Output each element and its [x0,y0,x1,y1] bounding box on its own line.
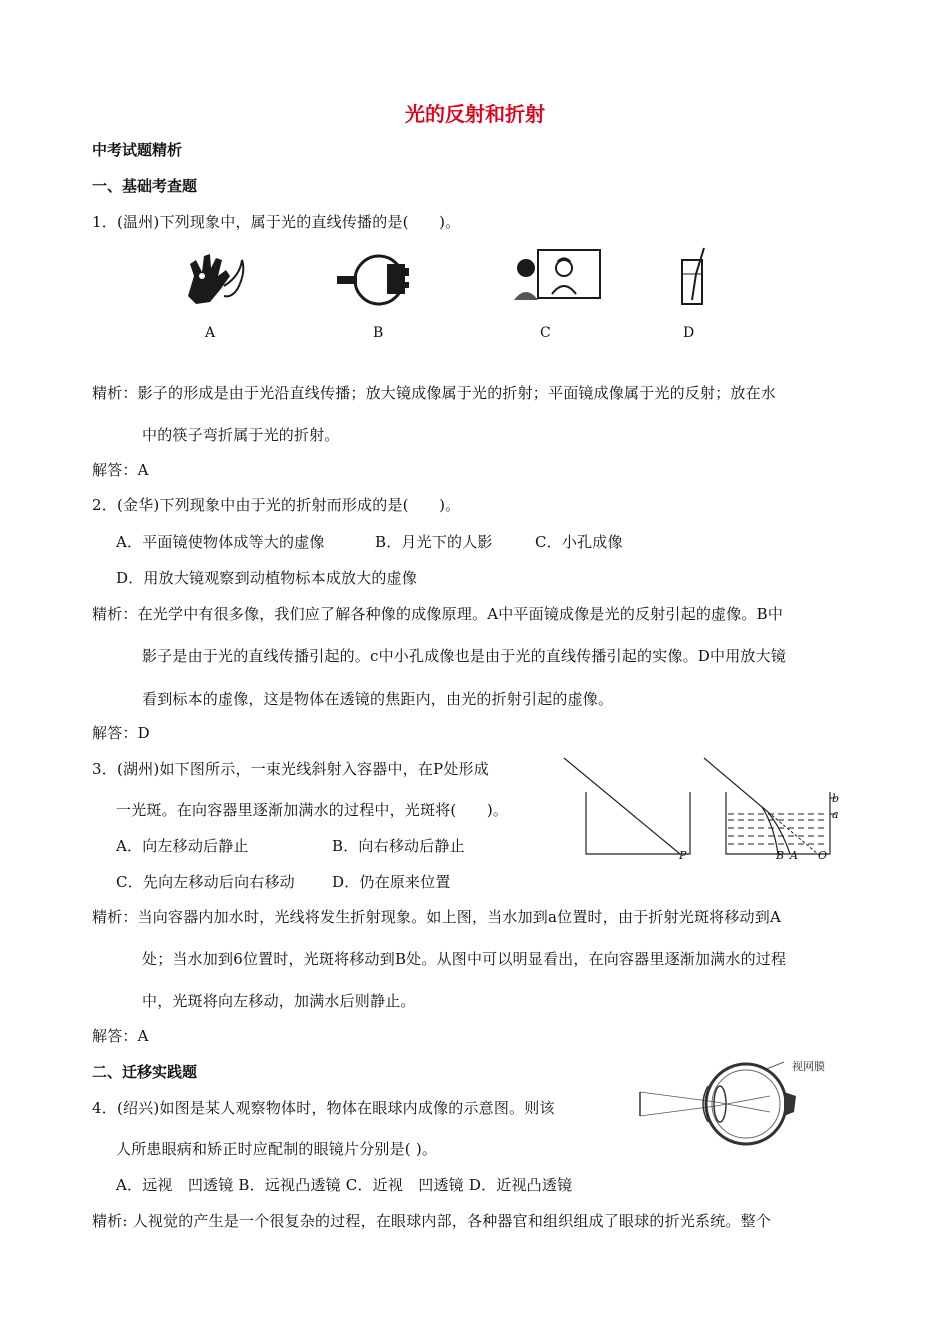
section-heading-transfer: 二、迁移实践题 [92,1063,198,1081]
q3-stem-line2: 一光斑。在向容器里逐渐加满水的过程中，光斑将( )。 [116,801,509,819]
q2-answer: 解答：D [92,724,150,742]
q1-analysis-line2: 中的筷子弯折属于光的折射。 [142,426,340,444]
container-light-figure [562,752,852,866]
figure-label-a: A [205,325,216,341]
q1-stem: 1．(温州)下列现象中，属于光的直线传播的是( )。 [92,213,461,231]
fig-label-A: A [790,849,798,862]
q3-answer: 解答：A [92,1027,149,1045]
retina-label: 视网膜 [792,1060,825,1073]
q3-option-d: D．仍在原来位置 [332,873,451,891]
q2-analysis-line1: 精析：在光学中有很多像，我们应了解各种像的成像原理。A中平面镜成像是光的反射引起的虚像。B中 [92,605,784,623]
fig-label-b-level: b [832,792,840,805]
q4-analysis-line1: 精析: 人视觉的产生是一个很复杂的过程，在眼球内部，各种器官和组织组成了眼球的折光系统。整个 [92,1212,772,1230]
q4-options: A．远视 凹透镜 B．远视凸透镜 C．近视 凹透镜 D．近视凸透镜 [116,1176,573,1194]
fig-label-p: P [679,849,687,862]
magnifier-figure [335,252,425,308]
q3-analysis-line2: 处；当水加到6位置时，光斑将移动到B处。从图中可以明显看出，在向容器里逐渐加满水的过程 [142,950,787,968]
page-title: 光的反射和折射 [405,102,545,126]
figure-label-c: C [540,325,551,341]
section-heading-basic: 一、基础考查题 [92,177,198,195]
q2-option-c: C．小孔成像 [535,533,623,551]
q3-option-a: A．向左移动后静止 [116,837,249,855]
fig-label-a-level: a [832,808,839,821]
glass-chopstick-figure [676,244,712,308]
fig-label-O: O [818,849,828,862]
fig-label-B: B [776,849,785,862]
q3-analysis-line1: 精析：当向容器内加水时，光线将发生折射现象。如上图，当水加到a位置时，由于折射光斑将移动到A [92,908,781,926]
q2-option-d: D．用放大镜观察到动植物标本成放大的虚像 [116,569,418,587]
q4-stem-line2: 人所患眼病和矫正时应配制的眼镜片分别是( )。 [116,1140,438,1158]
q3-option-c: C．先向左移动后向右移动 [116,873,295,891]
hand-shadow-figure [180,246,250,306]
q2-analysis-line3: 看到标本的虚像，这是物体在透镜的焦距内，由光的折射引起的虚像。 [142,690,614,708]
mirror-figure [508,248,604,306]
figure-label-d: D [683,325,695,341]
q1-answer: 解答：A [92,461,149,479]
q3-analysis-line3: 中，光斑将向左移动，加满水后则静止。 [142,992,416,1010]
q2-analysis-line2: 影子是由于光的直线传播引起的。c中小孔成像也是由于光的直线传播引起的实像。D中用放大镜 [142,647,787,665]
q2-option-b: B．月光下的人影 [375,533,493,551]
q4-stem-line1: 4．(绍兴)如图是某人观察物体时，物体在眼球内成像的示意图。则该 [92,1099,555,1117]
figure-label-b: B [373,325,384,341]
q3-stem-line1: 3．(湖州)如下图所示，一束光线斜射入容器中，在P处形成 [92,760,489,778]
q3-option-b: B．向右移动后静止 [332,837,465,855]
section-heading-main: 中考试题精析 [92,141,183,159]
q1-analysis-line1: 精析：影子的形成是由于光沿直线传播；放大镜成像属于光的折射；平面镜成像属于光的反射；放在水 [92,384,777,402]
q2-option-a: A．平面镜使物体成等大的虚像 [116,533,325,551]
q2-stem: 2．(金华)下列现象中由于光的折射而形成的是( )。 [92,496,461,514]
